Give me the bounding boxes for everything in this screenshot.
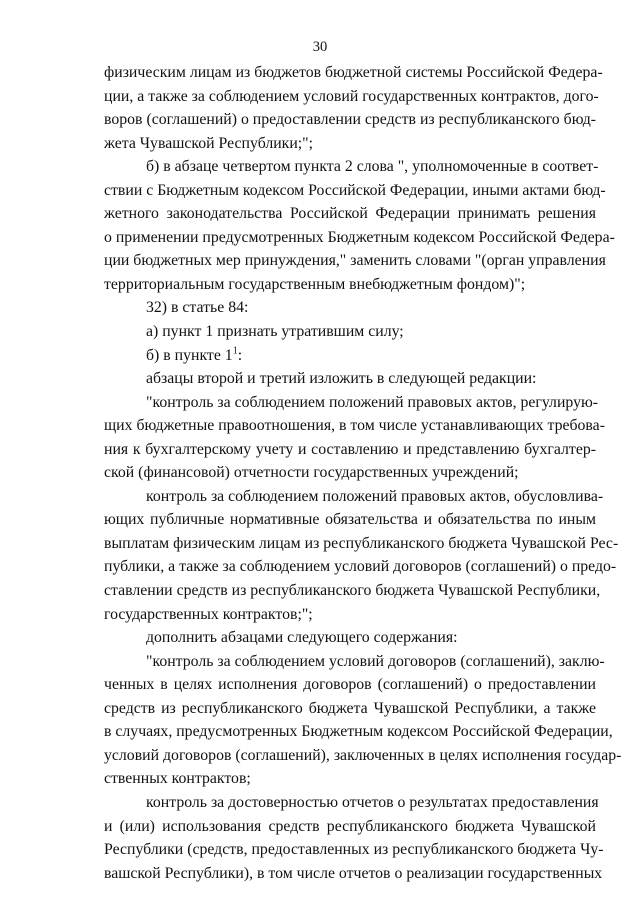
paragraph-line: ствии с Бюджетным кодексом Российской Федерации, иными актами бюд- [104, 181, 606, 199]
paragraph-line [104, 344, 596, 368]
line-text: б) в пункте 1 [146, 346, 233, 364]
paragraph-line: публики, а также за соблюдением условий договоров (соглашений) о предо- [104, 558, 617, 576]
paragraph-line: контроль за достоверностью отчетов о результатах предоставления [146, 793, 599, 811]
paragraph-line: ния к бухгалтерскому учету и составлению и представлению бухгалтер- [104, 440, 596, 458]
paragraph-line: "контроль за соблюдением условий договоров (соглашений), заклю- [146, 652, 605, 670]
paragraph-line: "контроль за соблюдением положений правовых актов, регулирую- [146, 393, 599, 411]
paragraph-line: Республики (средств, предоставленных из республиканского бюджета Чу- [104, 841, 604, 859]
paragraph-line: условий договоров (соглашений), заключенных в целях исполнения государ- [104, 746, 622, 764]
paragraph-line: щих бюджетные правоотношения, в том числе устанавливающих требова- [104, 417, 605, 435]
paragraph-line: ции, а также за соблюдением условий государственных контрактов, дого- [104, 87, 599, 105]
paragraph-line: ченных в целях исполнения договоров (соглашений) о предоставлении [104, 676, 596, 694]
paragraph-line: ставлении средств из республиканского бюджета Чувашской Республики, [104, 582, 601, 600]
paragraph-line: выплатам физическим лицам из республиканского бюджета Чувашской Рес- [104, 534, 619, 552]
paragraph-line: средств из республиканского бюджета Чувашской Республики, а также [104, 699, 596, 717]
paragraph-line: и (или) использования средств республиканского бюджета Чувашской [104, 817, 596, 835]
paragraph-line: в случаях, предусмотренных Бюджетным кодексом Российской Федерации, [104, 723, 613, 741]
paragraph-line: контроль за соблюдением положений правовых актов, обусловлива- [146, 487, 604, 505]
paragraph-line: 32) в статье 84: [146, 299, 249, 317]
paragraph-line: а) пункт 1 признать утратившим силу; [146, 323, 404, 341]
paragraph-line: абзацы второй и третий изложить в следующей редакции: [146, 370, 537, 388]
paragraph-line: государственных контрактов;"; [104, 605, 313, 623]
page-number: 30 [312, 39, 328, 55]
paragraph-line: вашской Республики), в том числе отчетов о реализации государственных [104, 864, 603, 882]
paragraph-line: жетного законодательства Российской Федерации принимать решения [104, 205, 596, 223]
paragraph-line: воров (соглашений) о предоставлении средств из республиканского бюд- [104, 111, 596, 129]
paragraph-line: ской (финансовой) отчетности государственных учреждений; [104, 464, 519, 482]
paragraph-line: ющих публичные нормативные обязательства и обязательства по иным [104, 511, 596, 529]
paragraph-line: дополнить абзацами следующего содержания: [146, 629, 458, 647]
document-text [104, 61, 622, 885]
paragraph-line: территориальным государственным внебюджетным фондом)"; [104, 275, 526, 293]
line-suffix: : [237, 346, 243, 364]
paragraph-line: жета Чувашской Республики;"; [104, 134, 314, 152]
paragraph-line: о применении предусмотренных Бюджетным кодексом Российской Федера- [104, 228, 615, 246]
paragraph-line: ции бюджетных мер принуждения," заменить словами "(орган управления [104, 252, 606, 270]
paragraph-line: б) в абзаце четвертом пункта 2 слова ", уполномоченные в соответ- [146, 158, 599, 176]
paragraph-line: ственных контрактов; [104, 770, 251, 788]
paragraph-line: физическим лицам из бюджетов бюджетной системы Российской Федера- [104, 64, 603, 81]
superscript-number: 1 [232, 345, 238, 357]
